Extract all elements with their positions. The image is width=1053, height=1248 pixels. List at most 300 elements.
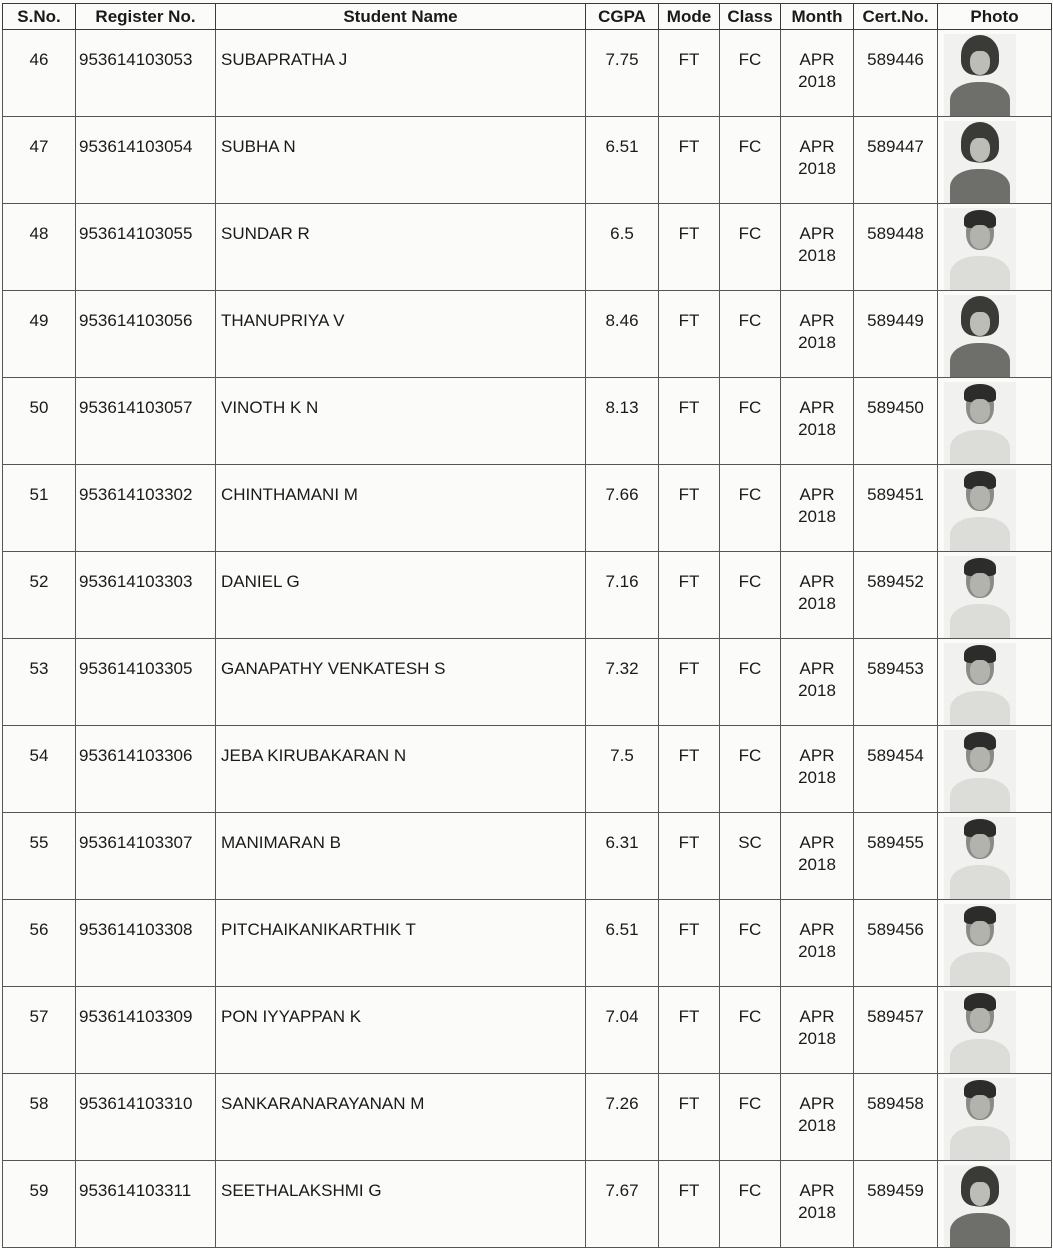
year-value: 2018	[798, 1029, 836, 1048]
mode-value: FT	[678, 920, 700, 939]
photo-shoulders	[950, 1039, 1010, 1074]
header-month: Month	[781, 4, 854, 30]
mode-value: FT	[678, 311, 700, 330]
cell-sno	[3, 1161, 76, 1248]
photo-shoulders	[950, 169, 1010, 204]
cell-photo	[938, 1074, 1052, 1161]
cell-class	[720, 900, 781, 987]
sno-value: 55	[29, 833, 49, 852]
table-row	[3, 987, 1052, 1074]
year-value: 2018	[798, 159, 836, 178]
cell-student-name	[216, 1161, 586, 1248]
cell-cgpa	[586, 1074, 659, 1161]
class-value: FC	[738, 137, 762, 156]
cell-sno	[3, 552, 76, 639]
student-name-value: CHINTHAMANI M	[221, 485, 358, 504]
cell-photo	[938, 117, 1052, 204]
photo-shoulders	[950, 517, 1010, 552]
month-value: APR	[799, 1181, 835, 1200]
cell-register-no	[76, 1074, 216, 1161]
student-photo-female	[944, 295, 1016, 377]
cell-cert-no	[854, 378, 938, 465]
student-photo-male	[944, 1078, 1016, 1160]
sno-value: 49	[29, 311, 49, 330]
month-value: APR	[799, 659, 835, 678]
cell-cgpa	[586, 552, 659, 639]
table-row	[3, 900, 1052, 987]
register-no-value: 953614103302	[79, 485, 193, 504]
register-no-value: 953614103305	[79, 659, 193, 678]
year-value: 2018	[798, 72, 836, 91]
cert-no-value: 589446	[867, 50, 924, 69]
cgpa-value: 7.75	[605, 50, 639, 69]
cgpa-value: 6.51	[605, 137, 639, 156]
cell-photo	[938, 552, 1052, 639]
year-value: 2018	[798, 855, 836, 874]
sno-value: 57	[29, 1007, 49, 1026]
student-photo-male	[944, 643, 1016, 725]
cell-class	[720, 465, 781, 552]
cell-mode	[659, 378, 720, 465]
cert-no-value: 589459	[867, 1181, 924, 1200]
year-value: 2018	[798, 1116, 836, 1135]
mode-value: FT	[678, 659, 700, 678]
cgpa-value: 7.04	[605, 1007, 639, 1026]
photo-face	[970, 1008, 990, 1032]
student-photo-male	[944, 991, 1016, 1073]
cell-mode	[659, 900, 720, 987]
mode-value: FT	[678, 746, 700, 765]
cell-sno	[3, 900, 76, 987]
register-no-value: 953614103056	[79, 311, 193, 330]
cell-sno	[3, 813, 76, 900]
student-name-value: SUNDAR R	[221, 224, 310, 243]
photo-shoulders	[950, 82, 1010, 117]
student-name-value: SANKARANARAYANAN M	[221, 1094, 425, 1113]
class-value: FC	[738, 398, 762, 417]
year-value: 2018	[798, 333, 836, 352]
cell-class	[720, 1074, 781, 1161]
header-register-no: Register No.	[76, 4, 216, 30]
cell-cgpa	[586, 900, 659, 987]
cert-no-value: 589457	[867, 1007, 924, 1026]
cell-cgpa	[586, 117, 659, 204]
cgpa-value: 6.51	[605, 920, 639, 939]
photo-shoulders	[950, 778, 1010, 813]
student-name-value: GANAPATHY VENKATESH S	[221, 659, 446, 678]
cell-sno	[3, 117, 76, 204]
photo-shoulders	[950, 430, 1010, 465]
photo-shoulders	[950, 691, 1010, 726]
cell-student-name	[216, 639, 586, 726]
photo-face	[970, 921, 990, 945]
photo-face	[970, 312, 990, 336]
cell-cert-no	[854, 552, 938, 639]
cell-sno	[3, 291, 76, 378]
student-photo-male	[944, 556, 1016, 638]
cell-mode	[659, 1074, 720, 1161]
cert-no-value: 589451	[867, 485, 924, 504]
cell-cert-no	[854, 465, 938, 552]
photo-face	[970, 225, 990, 249]
cell-student-name	[216, 726, 586, 813]
cell-student-name	[216, 900, 586, 987]
header-student-name: Student Name	[216, 4, 586, 30]
cell-photo	[938, 987, 1052, 1074]
cell-month	[781, 987, 854, 1074]
class-value: FC	[738, 572, 762, 591]
cell-student-name	[216, 378, 586, 465]
sno-value: 48	[29, 224, 49, 243]
photo-shoulders	[950, 865, 1010, 900]
cell-sno	[3, 639, 76, 726]
cert-no-value: 589447	[867, 137, 924, 156]
cell-cgpa	[586, 465, 659, 552]
photo-face	[970, 1095, 990, 1119]
class-value: FC	[738, 485, 762, 504]
photo-face	[970, 747, 990, 771]
cert-no-value: 589458	[867, 1094, 924, 1113]
month-value: APR	[799, 137, 835, 156]
table-row	[3, 291, 1052, 378]
table-row	[3, 813, 1052, 900]
class-value: FC	[738, 920, 762, 939]
register-no-value: 953614103057	[79, 398, 193, 417]
table-row	[3, 639, 1052, 726]
student-name-value: PON IYYAPPAN K	[221, 1007, 362, 1026]
sno-value: 59	[29, 1181, 49, 1200]
table-row	[3, 726, 1052, 813]
cell-month	[781, 291, 854, 378]
year-value: 2018	[798, 942, 836, 961]
cell-class	[720, 639, 781, 726]
photo-shoulders	[950, 1213, 1010, 1248]
cell-register-no	[76, 813, 216, 900]
cell-cert-no	[854, 987, 938, 1074]
cell-student-name	[216, 987, 586, 1074]
sno-value: 50	[29, 398, 49, 417]
student-photo-male	[944, 904, 1016, 986]
cert-no-value: 589449	[867, 311, 924, 330]
cell-class	[720, 552, 781, 639]
register-no-value: 953614103303	[79, 572, 193, 591]
cell-mode	[659, 552, 720, 639]
cell-month	[781, 117, 854, 204]
header-class: Class	[720, 4, 781, 30]
cell-class	[720, 813, 781, 900]
photo-shoulders	[950, 343, 1010, 378]
table-row	[3, 1161, 1052, 1248]
cell-register-no	[76, 117, 216, 204]
results-table	[2, 3, 1052, 1248]
student-name-value: SUBAPRATHA J	[221, 50, 348, 69]
cell-register-no	[76, 987, 216, 1074]
student-name-value: SEETHALAKSHMI G	[221, 1181, 382, 1200]
cell-student-name	[216, 1074, 586, 1161]
month-value: APR	[799, 224, 835, 243]
header-mode: Mode	[659, 4, 720, 30]
mode-value: FT	[678, 1094, 700, 1113]
cell-student-name	[216, 117, 586, 204]
register-no-value: 953614103306	[79, 746, 193, 765]
mode-value: FT	[678, 572, 700, 591]
cell-cert-no	[854, 639, 938, 726]
class-value: FC	[738, 311, 762, 330]
student-photo-male	[944, 382, 1016, 464]
student-name-value: MANIMARAN B	[221, 833, 341, 852]
cell-class	[720, 30, 781, 117]
cell-sno	[3, 204, 76, 291]
cell-sno	[3, 1074, 76, 1161]
cell-class	[720, 726, 781, 813]
cell-month	[781, 378, 854, 465]
cell-month	[781, 900, 854, 987]
cgpa-value: 7.16	[605, 572, 639, 591]
cell-cert-no	[854, 726, 938, 813]
cell-photo	[938, 465, 1052, 552]
year-value: 2018	[798, 507, 836, 526]
cell-class	[720, 291, 781, 378]
cell-mode	[659, 987, 720, 1074]
table-row	[3, 1074, 1052, 1161]
cell-cert-no	[854, 900, 938, 987]
cell-month	[781, 1074, 854, 1161]
cell-register-no	[76, 378, 216, 465]
cgpa-value: 8.46	[605, 311, 639, 330]
cell-cert-no	[854, 291, 938, 378]
cell-mode	[659, 117, 720, 204]
cell-month	[781, 552, 854, 639]
photo-face	[970, 51, 990, 75]
cert-no-value: 589454	[867, 746, 924, 765]
year-value: 2018	[798, 420, 836, 439]
sno-value: 53	[29, 659, 49, 678]
mode-value: FT	[678, 833, 700, 852]
cell-cgpa	[586, 726, 659, 813]
photo-face	[970, 834, 990, 858]
cell-class	[720, 1161, 781, 1248]
month-value: APR	[799, 1094, 835, 1113]
cert-no-value: 589456	[867, 920, 924, 939]
sno-value: 56	[29, 920, 49, 939]
cell-mode	[659, 726, 720, 813]
cgpa-value: 7.5	[610, 746, 634, 765]
student-photo-female	[944, 1165, 1016, 1247]
year-value: 2018	[798, 594, 836, 613]
student-name-value: SUBHA N	[221, 137, 296, 156]
cell-register-no	[76, 465, 216, 552]
mode-value: FT	[678, 224, 700, 243]
cell-class	[720, 378, 781, 465]
table-row	[3, 465, 1052, 552]
year-value: 2018	[798, 1203, 836, 1222]
cert-no-value: 589453	[867, 659, 924, 678]
cell-month	[781, 30, 854, 117]
sno-value: 47	[29, 137, 49, 156]
cell-mode	[659, 204, 720, 291]
table-body	[3, 30, 1052, 1248]
cell-cgpa	[586, 204, 659, 291]
photo-shoulders	[950, 952, 1010, 987]
student-photo-female	[944, 34, 1016, 116]
header-cgpa: CGPA	[586, 4, 659, 30]
cell-cgpa	[586, 291, 659, 378]
class-value: SC	[738, 833, 762, 852]
photo-shoulders	[950, 1126, 1010, 1161]
cell-register-no	[76, 291, 216, 378]
cell-register-no	[76, 726, 216, 813]
cell-register-no	[76, 204, 216, 291]
cell-photo	[938, 726, 1052, 813]
month-value: APR	[799, 50, 835, 69]
photo-face	[970, 399, 990, 423]
cell-register-no	[76, 1161, 216, 1248]
mode-value: FT	[678, 1007, 700, 1026]
student-photo-male	[944, 817, 1016, 899]
cell-student-name	[216, 204, 586, 291]
cell-month	[781, 813, 854, 900]
cell-month	[781, 204, 854, 291]
cell-student-name	[216, 291, 586, 378]
photo-shoulders	[950, 256, 1010, 291]
cgpa-value: 7.66	[605, 485, 639, 504]
month-value: APR	[799, 746, 835, 765]
cgpa-value: 6.5	[610, 224, 634, 243]
register-no-value: 953614103308	[79, 920, 193, 939]
cell-mode	[659, 639, 720, 726]
student-name-value: JEBA KIRUBAKARAN N	[221, 746, 407, 765]
cell-register-no	[76, 900, 216, 987]
student-name-value: VINOTH K N	[221, 398, 319, 417]
cert-no-value: 589450	[867, 398, 924, 417]
class-value: FC	[738, 1181, 762, 1200]
month-value: APR	[799, 920, 835, 939]
cell-sno	[3, 987, 76, 1074]
cell-register-no	[76, 30, 216, 117]
photo-face	[970, 1182, 990, 1206]
class-value: FC	[738, 1094, 762, 1113]
register-no-value: 953614103053	[79, 50, 193, 69]
table-row	[3, 117, 1052, 204]
cell-cert-no	[854, 204, 938, 291]
cell-class	[720, 117, 781, 204]
register-no-value: 953614103311	[79, 1181, 192, 1200]
cell-sno	[3, 378, 76, 465]
cell-cert-no	[854, 813, 938, 900]
sno-value: 54	[29, 746, 49, 765]
mode-value: FT	[678, 137, 700, 156]
header-cert-no: Cert.No.	[854, 4, 938, 30]
year-value: 2018	[798, 768, 836, 787]
cell-cgpa	[586, 639, 659, 726]
cell-month	[781, 726, 854, 813]
photo-face	[970, 486, 990, 510]
cell-student-name	[216, 465, 586, 552]
sno-value: 51	[29, 485, 49, 504]
cell-cert-no	[854, 117, 938, 204]
cell-cgpa	[586, 30, 659, 117]
cell-photo	[938, 30, 1052, 117]
table-row	[3, 204, 1052, 291]
cgpa-value: 7.26	[605, 1094, 639, 1113]
month-value: APR	[799, 572, 835, 591]
photo-face	[970, 573, 990, 597]
cell-month	[781, 465, 854, 552]
photo-shoulders	[950, 604, 1010, 639]
cell-cert-no	[854, 1074, 938, 1161]
cell-month	[781, 639, 854, 726]
month-value: APR	[799, 398, 835, 417]
cell-mode	[659, 813, 720, 900]
cgpa-value: 7.67	[605, 1181, 639, 1200]
class-value: FC	[738, 1007, 762, 1026]
student-photo-male	[944, 469, 1016, 551]
photo-face	[970, 660, 990, 684]
cert-no-value: 589448	[867, 224, 924, 243]
cgpa-value: 8.13	[605, 398, 639, 417]
sno-value: 58	[29, 1094, 49, 1113]
month-value: APR	[799, 485, 835, 504]
student-photo-male	[944, 730, 1016, 812]
register-no-value: 953614103309	[79, 1007, 193, 1026]
cell-sno	[3, 726, 76, 813]
cell-class	[720, 204, 781, 291]
cert-no-value: 589455	[867, 833, 924, 852]
cell-photo	[938, 900, 1052, 987]
cell-mode	[659, 465, 720, 552]
month-value: APR	[799, 1007, 835, 1026]
month-value: APR	[799, 833, 835, 852]
cell-mode	[659, 1161, 720, 1248]
cell-cert-no	[854, 1161, 938, 1248]
student-name-value: THANUPRIYA V	[221, 311, 345, 330]
cell-student-name	[216, 30, 586, 117]
cell-photo	[938, 378, 1052, 465]
cert-no-value: 589452	[867, 572, 924, 591]
cgpa-value: 6.31	[605, 833, 639, 852]
register-no-value: 953614103310	[79, 1094, 193, 1113]
cell-class	[720, 987, 781, 1074]
student-name-value: DANIEL G	[221, 572, 300, 591]
student-photo-female	[944, 121, 1016, 203]
mode-value: FT	[678, 398, 700, 417]
cell-photo	[938, 639, 1052, 726]
mode-value: FT	[678, 1181, 700, 1200]
cell-sno	[3, 465, 76, 552]
mode-value: FT	[678, 485, 700, 504]
photo-face	[970, 138, 990, 162]
sno-value: 46	[29, 50, 49, 69]
cell-photo	[938, 813, 1052, 900]
cell-cgpa	[586, 1161, 659, 1248]
cell-student-name	[216, 813, 586, 900]
sno-value: 52	[29, 572, 49, 591]
cell-register-no	[76, 639, 216, 726]
table-header-row	[3, 4, 1052, 30]
mode-value: FT	[678, 50, 700, 69]
cell-mode	[659, 30, 720, 117]
table-row	[3, 552, 1052, 639]
cell-student-name	[216, 552, 586, 639]
register-no-value: 953614103307	[79, 833, 193, 852]
cell-register-no	[76, 552, 216, 639]
header-sno: S.No.	[3, 4, 76, 30]
cgpa-value: 7.32	[605, 659, 639, 678]
class-value: FC	[738, 224, 762, 243]
cell-mode	[659, 291, 720, 378]
student-photo-male	[944, 208, 1016, 290]
cell-sno	[3, 30, 76, 117]
